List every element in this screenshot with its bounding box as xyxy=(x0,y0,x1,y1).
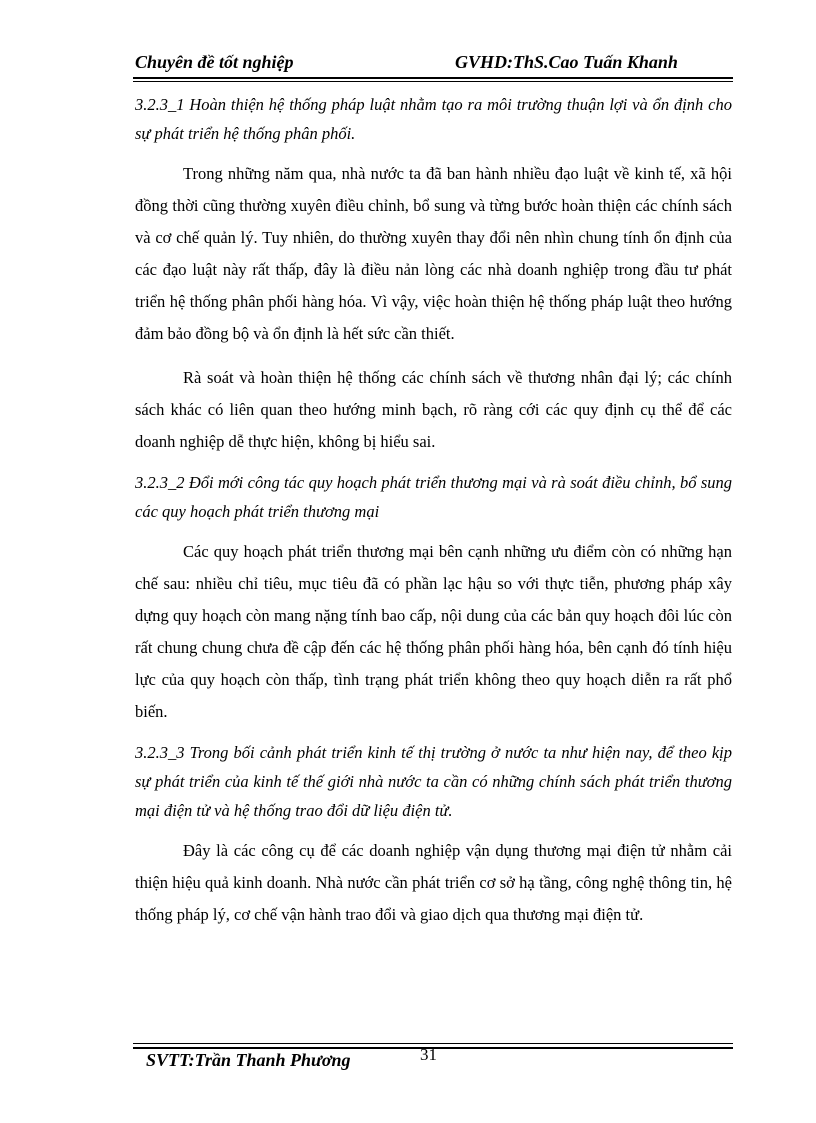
paragraph-3-1: Đây là các công cụ để các doanh nghiệp vận dụng thương mại điện tử nhằm cải thiện hiệu quả kinh doanh. Nhà nước cần phát triển cơ sở hạ tầng, công nghệ thông tin, hệ thống pháp lý, cơ chế vận hành trao đổi và giao dịch qua thương mại điện tử. xyxy=(135,841,732,924)
footer-author: SVTT:Trần Thanh Phương xyxy=(146,1050,351,1070)
header-rule xyxy=(133,77,733,79)
section-title-2: 3.2.3_2 Đổi mới công tác quy hoạch phát triển thương mại và rà soát điều chỉnh, bổ sung các quy hoạch phát triển thương mại xyxy=(135,473,732,521)
header-document-type: Chuyên đề tốt nghiệp xyxy=(135,52,294,72)
paragraph-2-1: Các quy hoạch phát triển thương mại bên cạnh những ưu điểm còn có những hạn chế sau: nhiều chỉ tiêu, mục tiêu đã có phần lạc hậu so với thực tiễn, phương pháp xây dựng quy hoạch còn mang nặng tính bao cấp, nội dung của các bản quy hoạch đôi lúc còn rất chung chung chưa đề cập đến các hệ thống phân phối hàng hóa, bên cạnh đó tính hiệu lực của quy hoạch còn thấp, tình trạng phát triển không theo quy hoạch diễn ra rất phổ biến. xyxy=(135,542,732,721)
paragraph-1-1: Trong những năm qua, nhà nước ta đã ban hành nhiều đạo luật về kinh tế, xã hội đồng thời cũng thường xuyên điều chỉnh, bổ sung và từng bước hoàn thiện các chính sách và cơ chế quản lý. Tuy nhiên, do thường xuyên thay đổi nên nhìn chung tính ổn định của các đạo luật này rất thấp, đây là điều nản lòng các nhà doanh nghiệp trong đầu tư phát triển hệ thống phân phối hàng hóa. Vì vậy, việc hoàn thiện hệ thống pháp luật theo hướng đảm bảo đồng bộ và ổn định là hết sức cần thiết. xyxy=(135,164,732,343)
header-rule-thin xyxy=(133,81,733,82)
footer-rule-thin xyxy=(133,1043,733,1044)
paragraph-1-2: Rà soát và hoàn thiện hệ thống các chính sách về thương nhân đại lý; các chính sách khác có liên quan theo hướng minh bạch, rõ ràng cới các quy định cụ thể để các doanh nghiệp dễ thực hiện, không bị hiểu sai. xyxy=(135,368,732,451)
section-title-1: 3.2.3_1 Hoàn thiện hệ thống pháp luật nhằm tạo ra môi trường thuận lợi và ổn định cho sự phát triển hệ thống phân phối. xyxy=(135,95,732,143)
page-body xyxy=(135,90,732,931)
page-header xyxy=(133,52,733,78)
page-number: 31 xyxy=(420,1045,437,1064)
section-title-3: 3.2.3_3 Trong bối cảnh phát triển kinh tế thị trường ở nước ta như hiện nay, để theo kịp sự phát triển của kinh tế thế giới nhà nước ta cần có những chính sách phát triển thương mại điện tử và hệ thống trao đổi dữ liệu điện tử. xyxy=(135,743,732,820)
header-advisor: GVHD:ThS.Cao Tuấn Khanh xyxy=(455,52,678,72)
